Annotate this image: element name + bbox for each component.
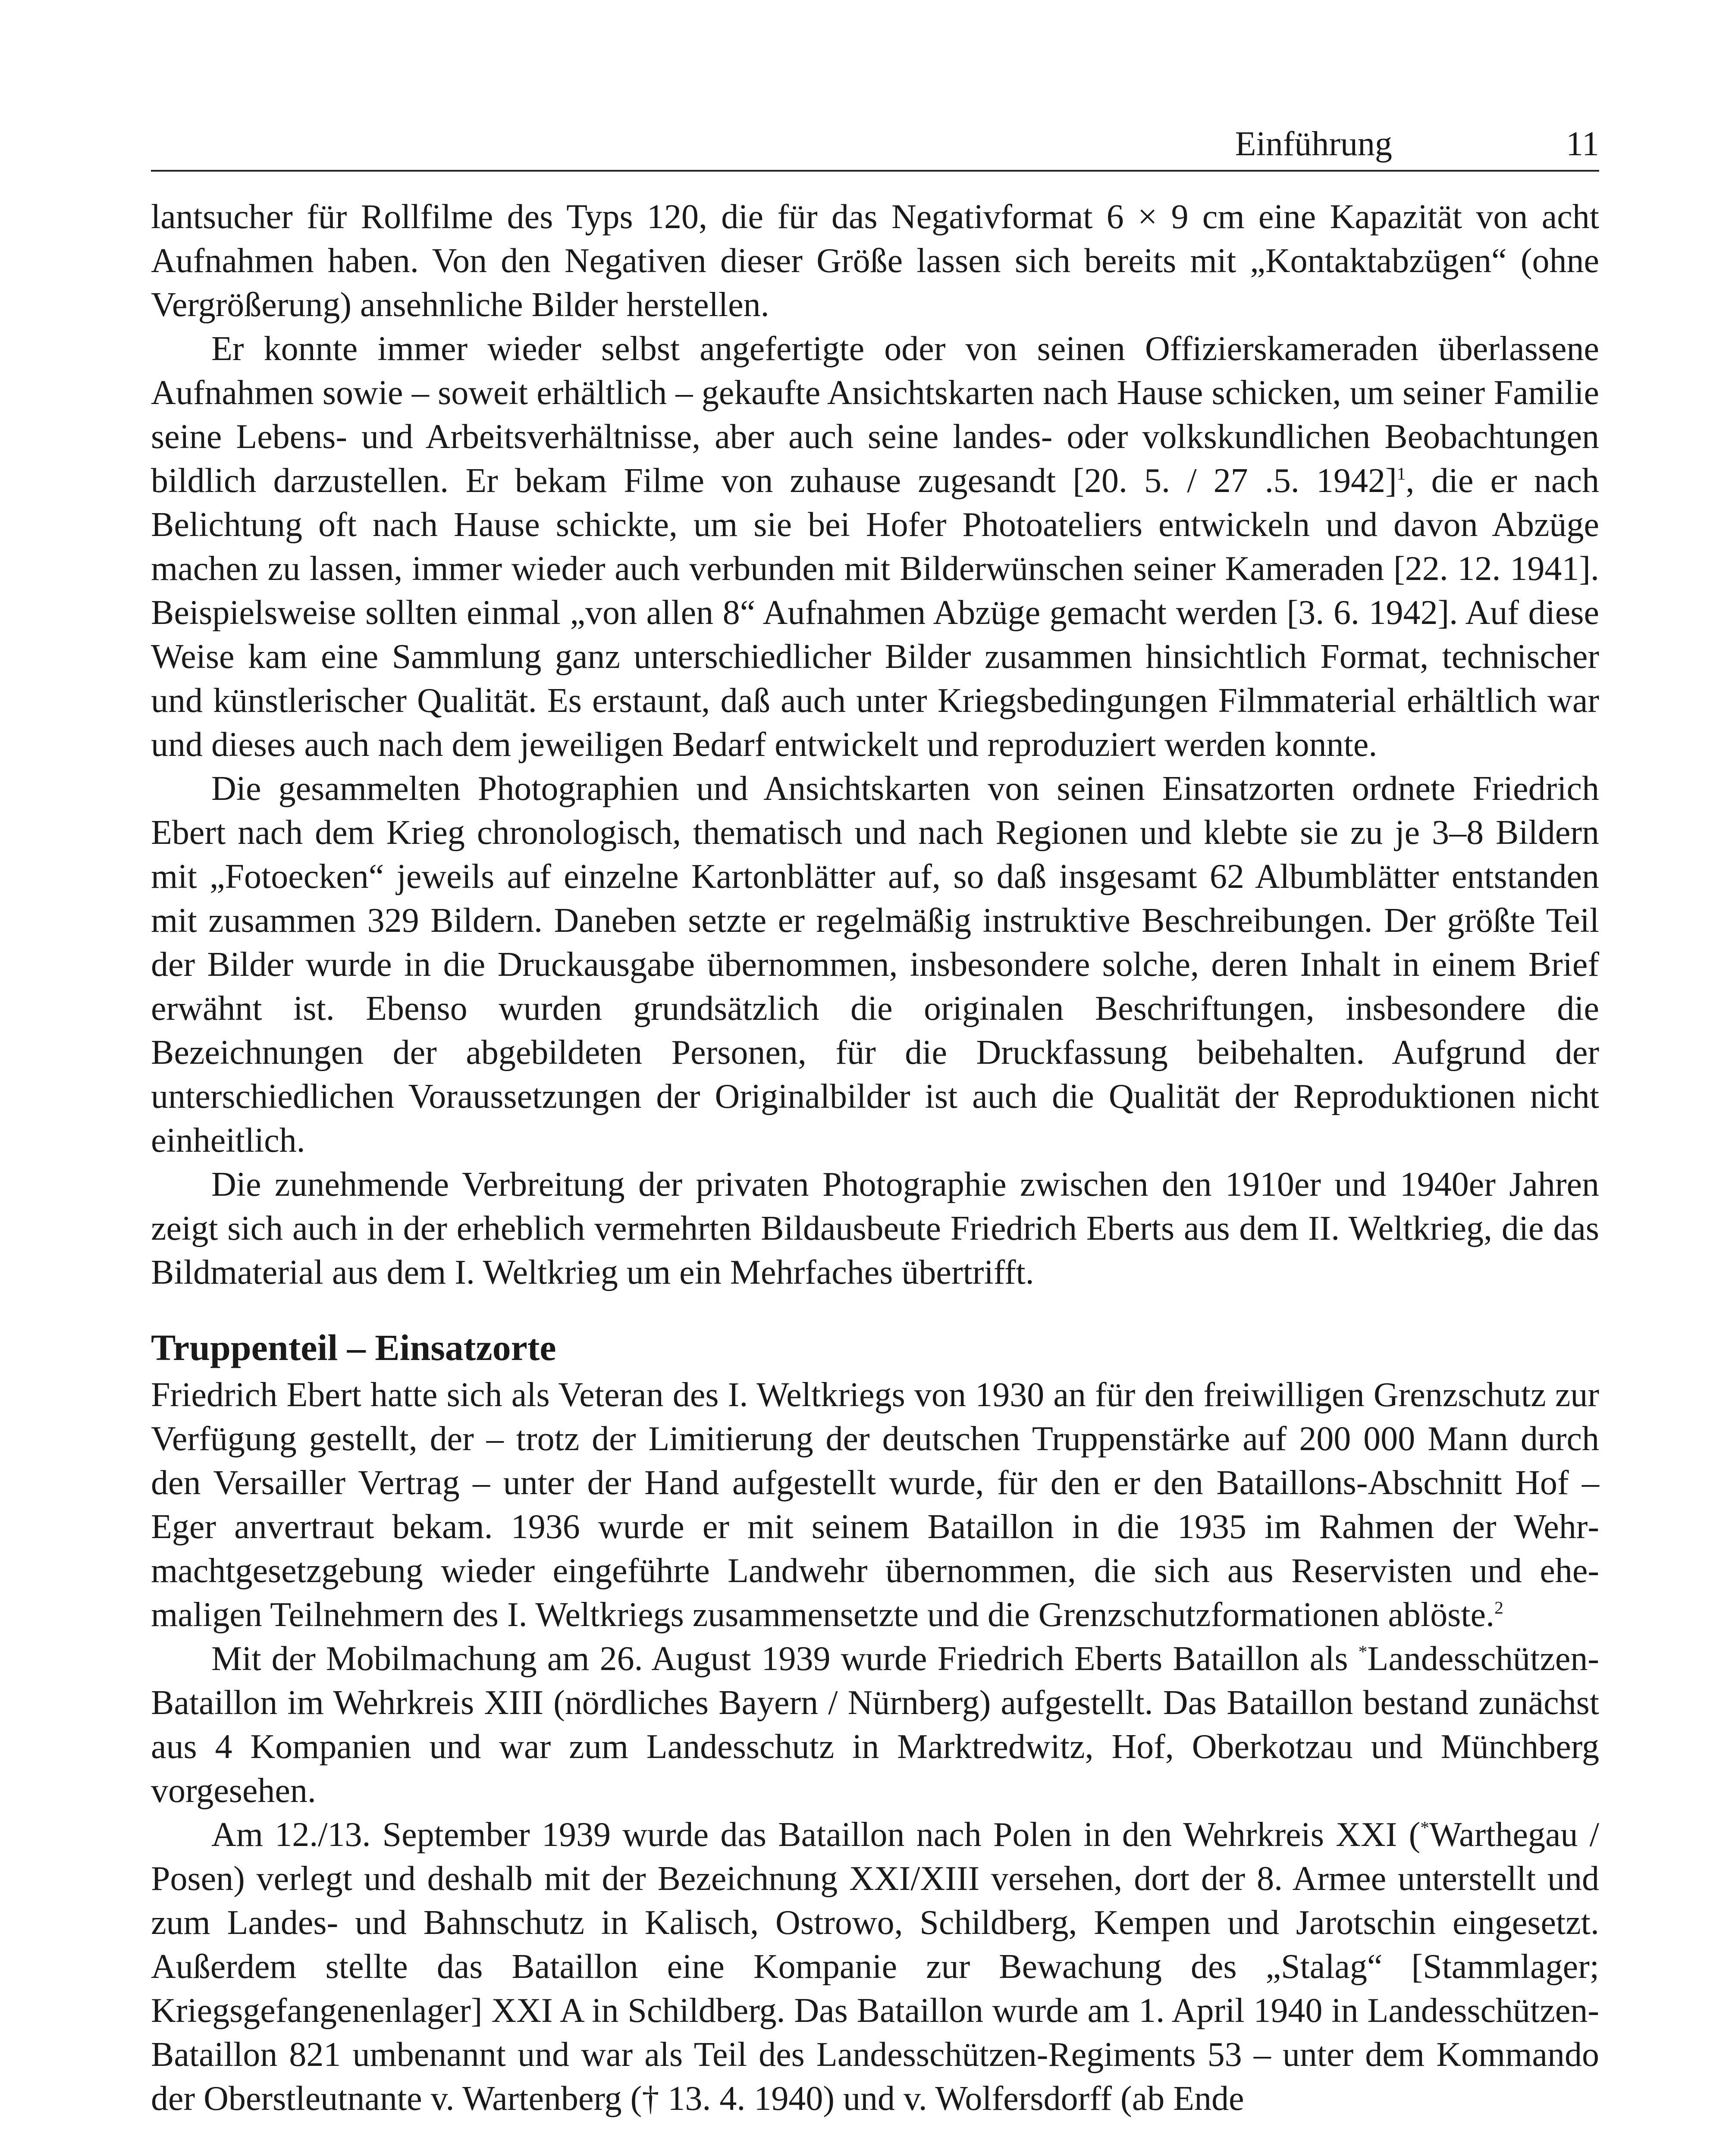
page-number: 11 <box>1566 125 1599 163</box>
paragraph-7 <box>151 1813 1599 2121</box>
paragraph-3-text: Die gesammelten Photographien und Ansichtskarten von seinen Einsatzorten ordnete Friedrich Ebert nach dem Krieg chronologisch, thematisch und nach Regionen und klebte sie zu je 3–8 Bildern mit „Fotoecken“ jeweils auf einzelne Kartonblätter auf, so daß insgesamt 62 Albumblätter entstanden mit zusammen 329 Bildern. Daneben setzte er regelmäßig instruktive Beschreibungen. Der größte Teil der Bilder wurde in die Druckausgabe übernommen, insbesondere solche, deren Inhalt in einem Brief erwähnt ist. Ebenso wurden grundsätzlich die originalen Beschriftungen, insbesondere die Bezeichnungen der abgebildeten Personen, für die Druckfassung beibehalten. Aufgrund der unterschiedlichen Voraussetzungen der Originalbilder ist auch die Qualität der Reproduktionen nicht einheitlich. <box>151 770 1599 1159</box>
paragraph-5 <box>151 1373 1599 1637</box>
asterisk-marker: * <box>1420 1817 1430 1837</box>
paragraph-3 <box>151 767 1599 1163</box>
paragraph-6-text-a: Mit der Mobilmachung am 26. August 1939 wurde Friedrich Eberts Bataillon als <box>211 1640 1359 1678</box>
paragraph-6-text-b: Landesschützen-Bataillon im Wehrkreis XIII (nördliches Bayern / Nürnberg) aufgestellt. Das Bataillon bestand zunächst aus 4 Kompanien und war zum Landesschutz in Marktredwitz, Hof, Oberkotzau und Münchberg vorgesehen. <box>151 1640 1599 1810</box>
paragraph-6 <box>151 1637 1599 1813</box>
paragraph-1 <box>151 195 1599 327</box>
paragraph-4-text: Die zunehmende Verbreitung der privaten Photographie zwischen den 1910er und 1940er Jahren zeigt sich auch in der erheblich vermehrten Bildausbeute Friedrich Eberts aus dem II. Weltkrieg, die das Bildmaterial aus dem I. Weltkrieg um ein Mehrfaches übertrifft. <box>151 1166 1599 1291</box>
paragraph-1-text: lantsucher für Rollfilme des Typs 120, die für das Negativformat 6 × 9 cm eine Kapazität von acht Aufnahmen haben. Von den Negativen dieser Größe lassen sich bereits mit „Kontaktabzügen“ (ohne Vergrößerung) ansehnliche Bilder herstellen. <box>151 198 1599 324</box>
paragraph-7-text-b: Warthegau / Posen) verlegt und deshalb mit der Bezeichnung XXI/XIII versehen, dort der 8. Armee unterstellt und zum Landes- und Bahnschutz in Kalisch, Ostrowo, Schildberg, Kempen und Jarotschin eingesetzt. Außerdem stellte das Bataillon eine Kompanie zur Bewachung des „Stalag“ [Stammlager; Kriegsgefangenenlager] XXI A in Schildberg. Das Bataillon wurde am 1. April 1940 in Landesschützen-Bataillon 821 umbenannt und war als Teil des Landesschützen-Regiments 53 – unter dem Kommando der Oberstleutnante v. Wartenberg († 13. 4. 1940) und v. Wolfersdorff (ab Ende <box>151 1816 1600 2118</box>
paragraph-5-text: Friedrich Ebert hatte sich als Veteran des I. Weltkriegs von 1930 an für den freiwilligen Grenzschutz zur Verfügung gestellt, der – trotz der Limitierung der deutschen Truppenstärke auf 200 000 Mann durch den Versailler Vertrag – unter der Hand aufgestellt wurde, für den er den Bataillons-Abschnitt Hof – Eger anvertraut bekam. 1936 wurde er mit seinem Bataillon in die 1935 im Rahmen der Wehrmachtgesetzgebung wieder eingeführte Landwehr übernommen, die sich aus Reservisten und ehemaligen Teilnehmern des I. Weltkriegs zusammensetzte und die Grenzschutzformationen ablöste. <box>151 1376 1599 1634</box>
running-header <box>151 122 1599 172</box>
paragraph-4 <box>151 1163 1599 1294</box>
paragraph-7-text-a: Am 12./13. September 1939 wurde das Bataillon nach Polen in den Wehrkreis XXI ( <box>211 1816 1421 1854</box>
main-text <box>151 195 1599 2121</box>
section-heading: Truppenteil – Einsatzorte <box>151 1327 556 1368</box>
paragraph-2 <box>151 327 1599 767</box>
paragraph-2-text-a: Er konnte immer wieder selbst angefertigte oder von seinen Offizierskameraden überlassene Aufnahmen sowie – soweit erhältlich – gekaufte Ansichtskarten nach Hause schicken, um seiner Familie seine Lebens- und Arbeitsverhältnisse, aber auch seine landes- oder volkskundlichen Beobachtungen bildlich darzustellen. Er bekam Filme von zuhause zugesandt [20. 5. / 27 .5. 1942] <box>151 330 1599 500</box>
footnote-ref-2: 2 <box>1494 1597 1503 1617</box>
asterisk-marker: * <box>1358 1641 1368 1661</box>
paragraph-2-text-b: , die er nach Belichtung oft nach Hause schickte, um sie bei Hofer Photoateliers entwickeln und davon Abzüge machen zu lassen, immer wieder auch verbunden mit Bilderwünschen seiner Kameraden [22. 12. 1941]. Beispielsweise sollten einmal „von allen 8“ Aufnahmen Abzüge gemacht werden [3. 6. 1942]. Auf diese Weise kam eine Sammlung ganz unterschiedlicher Bilder zusammen hinsichtlich Format, technischer und künstlerischer Qualität. Es erstaunt, daß auch unter Kriegsbedingungen Filmmaterial erhältlich war und dieses auch nach dem jeweiligen Bedarf entwickelt und reproduziert werden konnte. <box>151 462 1599 764</box>
running-header-title: Einführung <box>1235 125 1392 163</box>
footnote-ref-1: 1 <box>1396 463 1406 483</box>
